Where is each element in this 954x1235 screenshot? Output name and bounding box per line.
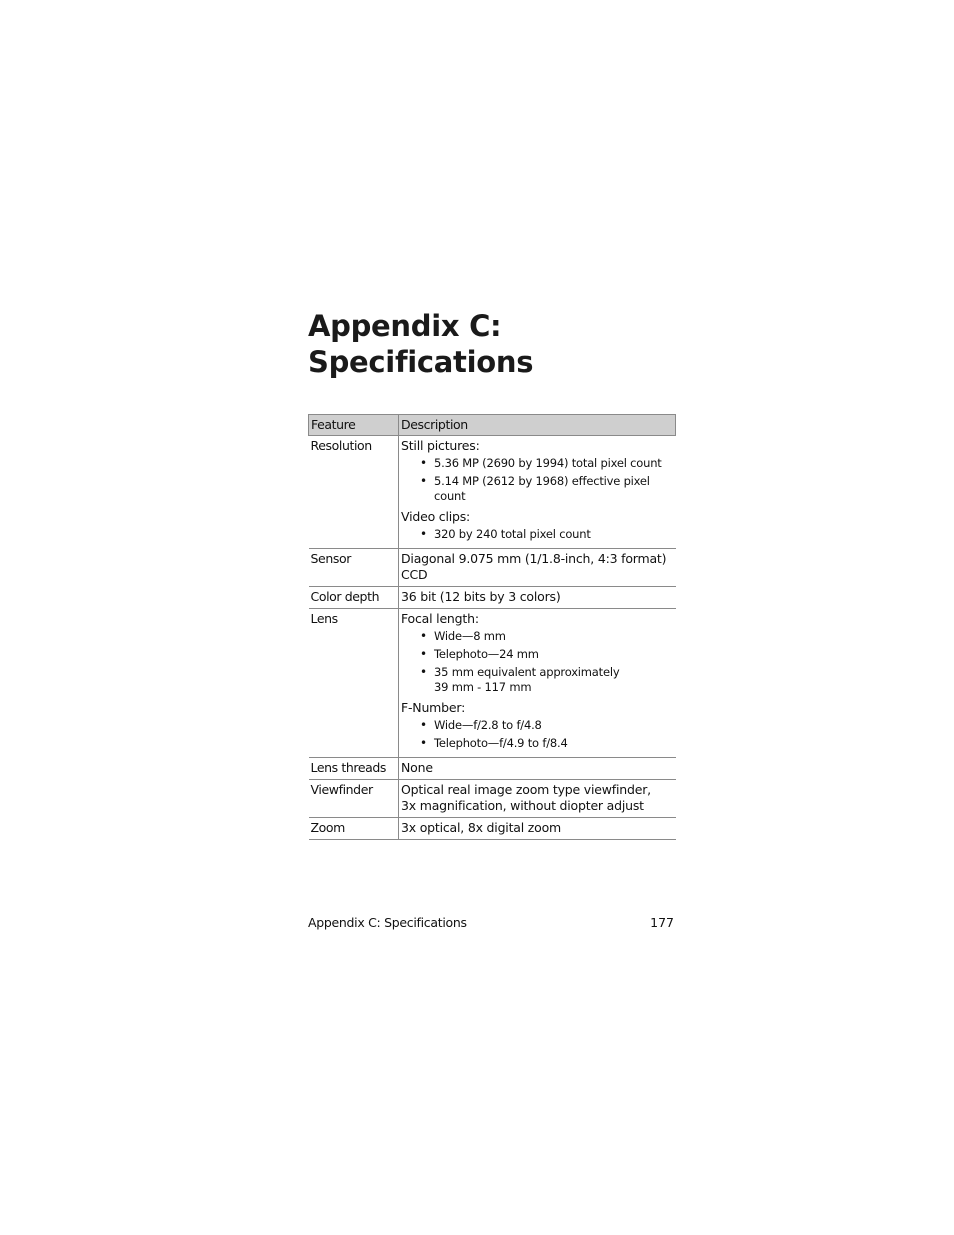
feature-color-depth: Color depth — [309, 587, 399, 609]
f-number-label: F-Number: — [401, 700, 466, 715]
list-item: • Wide—f/2.8 to f/4.8 — [401, 718, 673, 733]
sensor-line-2: CCD — [401, 567, 428, 582]
list-item: • 5.36 MP (2690 by 1994) total pixel count — [401, 456, 673, 471]
table-row-resolution — [309, 436, 676, 549]
feature-lens-threads: Lens threads — [309, 758, 399, 780]
page-title-line-2: Specifications — [308, 345, 534, 379]
header-description: Description — [399, 415, 676, 436]
list-item-line-2: 39 mm - 117 mm — [434, 680, 532, 694]
description-sensor — [399, 549, 676, 587]
list-item — [401, 665, 673, 695]
table-row-lens-threads — [309, 758, 676, 780]
header-feature: Feature — [309, 415, 399, 436]
video-clips-label: Video clips: — [401, 509, 471, 524]
description-viewfinder — [399, 780, 676, 818]
list-item: • 320 by 240 total pixel count — [401, 527, 673, 542]
page-title — [308, 308, 728, 380]
specifications-table — [308, 414, 676, 840]
sensor-line-1: Diagonal 9.075 mm (1/1.8-inch, 4:3 format) — [401, 551, 667, 566]
feature-sensor: Sensor — [309, 549, 399, 587]
table-row-zoom — [309, 818, 676, 840]
list-item-line-1: • 35 mm equivalent approximately — [434, 665, 620, 679]
description-zoom: 3x optical, 8x digital zoom — [399, 818, 676, 840]
focal-length-label: Focal length: — [401, 611, 479, 626]
description-resolution — [399, 436, 676, 549]
description-lens-threads: None — [399, 758, 676, 780]
feature-resolution: Resolution — [309, 436, 399, 549]
description-color-depth: 36 bit (12 bits by 3 colors) — [399, 587, 676, 609]
table-header-row — [309, 415, 676, 436]
table-row-lens — [309, 609, 676, 758]
list-item: • Wide—8 mm — [401, 629, 673, 644]
list-item: • Telephoto—24 mm — [401, 647, 673, 662]
table-row-sensor — [309, 549, 676, 587]
viewfinder-line-2: 3x magnification, without diopter adjust — [401, 798, 644, 813]
viewfinder-line-1: Optical real image zoom type viewfinder, — [401, 782, 651, 797]
feature-zoom: Zoom — [309, 818, 399, 840]
list-item: • Telephoto—f/4.9 to f/8.4 — [401, 736, 673, 751]
video-clips-list — [401, 527, 673, 542]
table-row-viewfinder — [309, 780, 676, 818]
still-pictures-list — [401, 456, 673, 504]
focal-length-list — [401, 629, 673, 695]
page-number: 177 — [650, 915, 674, 930]
description-lens — [399, 609, 676, 758]
footer-section-title: Appendix C: Specifications — [308, 915, 467, 930]
feature-viewfinder: Viewfinder — [309, 780, 399, 818]
f-number-list — [401, 718, 673, 751]
page-title-line-1: Appendix C: — [308, 309, 502, 343]
still-pictures-label: Still pictures: — [401, 438, 480, 453]
list-item: • 5.14 MP (2612 by 1968) effective pixel count — [401, 474, 673, 504]
table-row-color-depth — [309, 587, 676, 609]
feature-lens: Lens — [309, 609, 399, 758]
